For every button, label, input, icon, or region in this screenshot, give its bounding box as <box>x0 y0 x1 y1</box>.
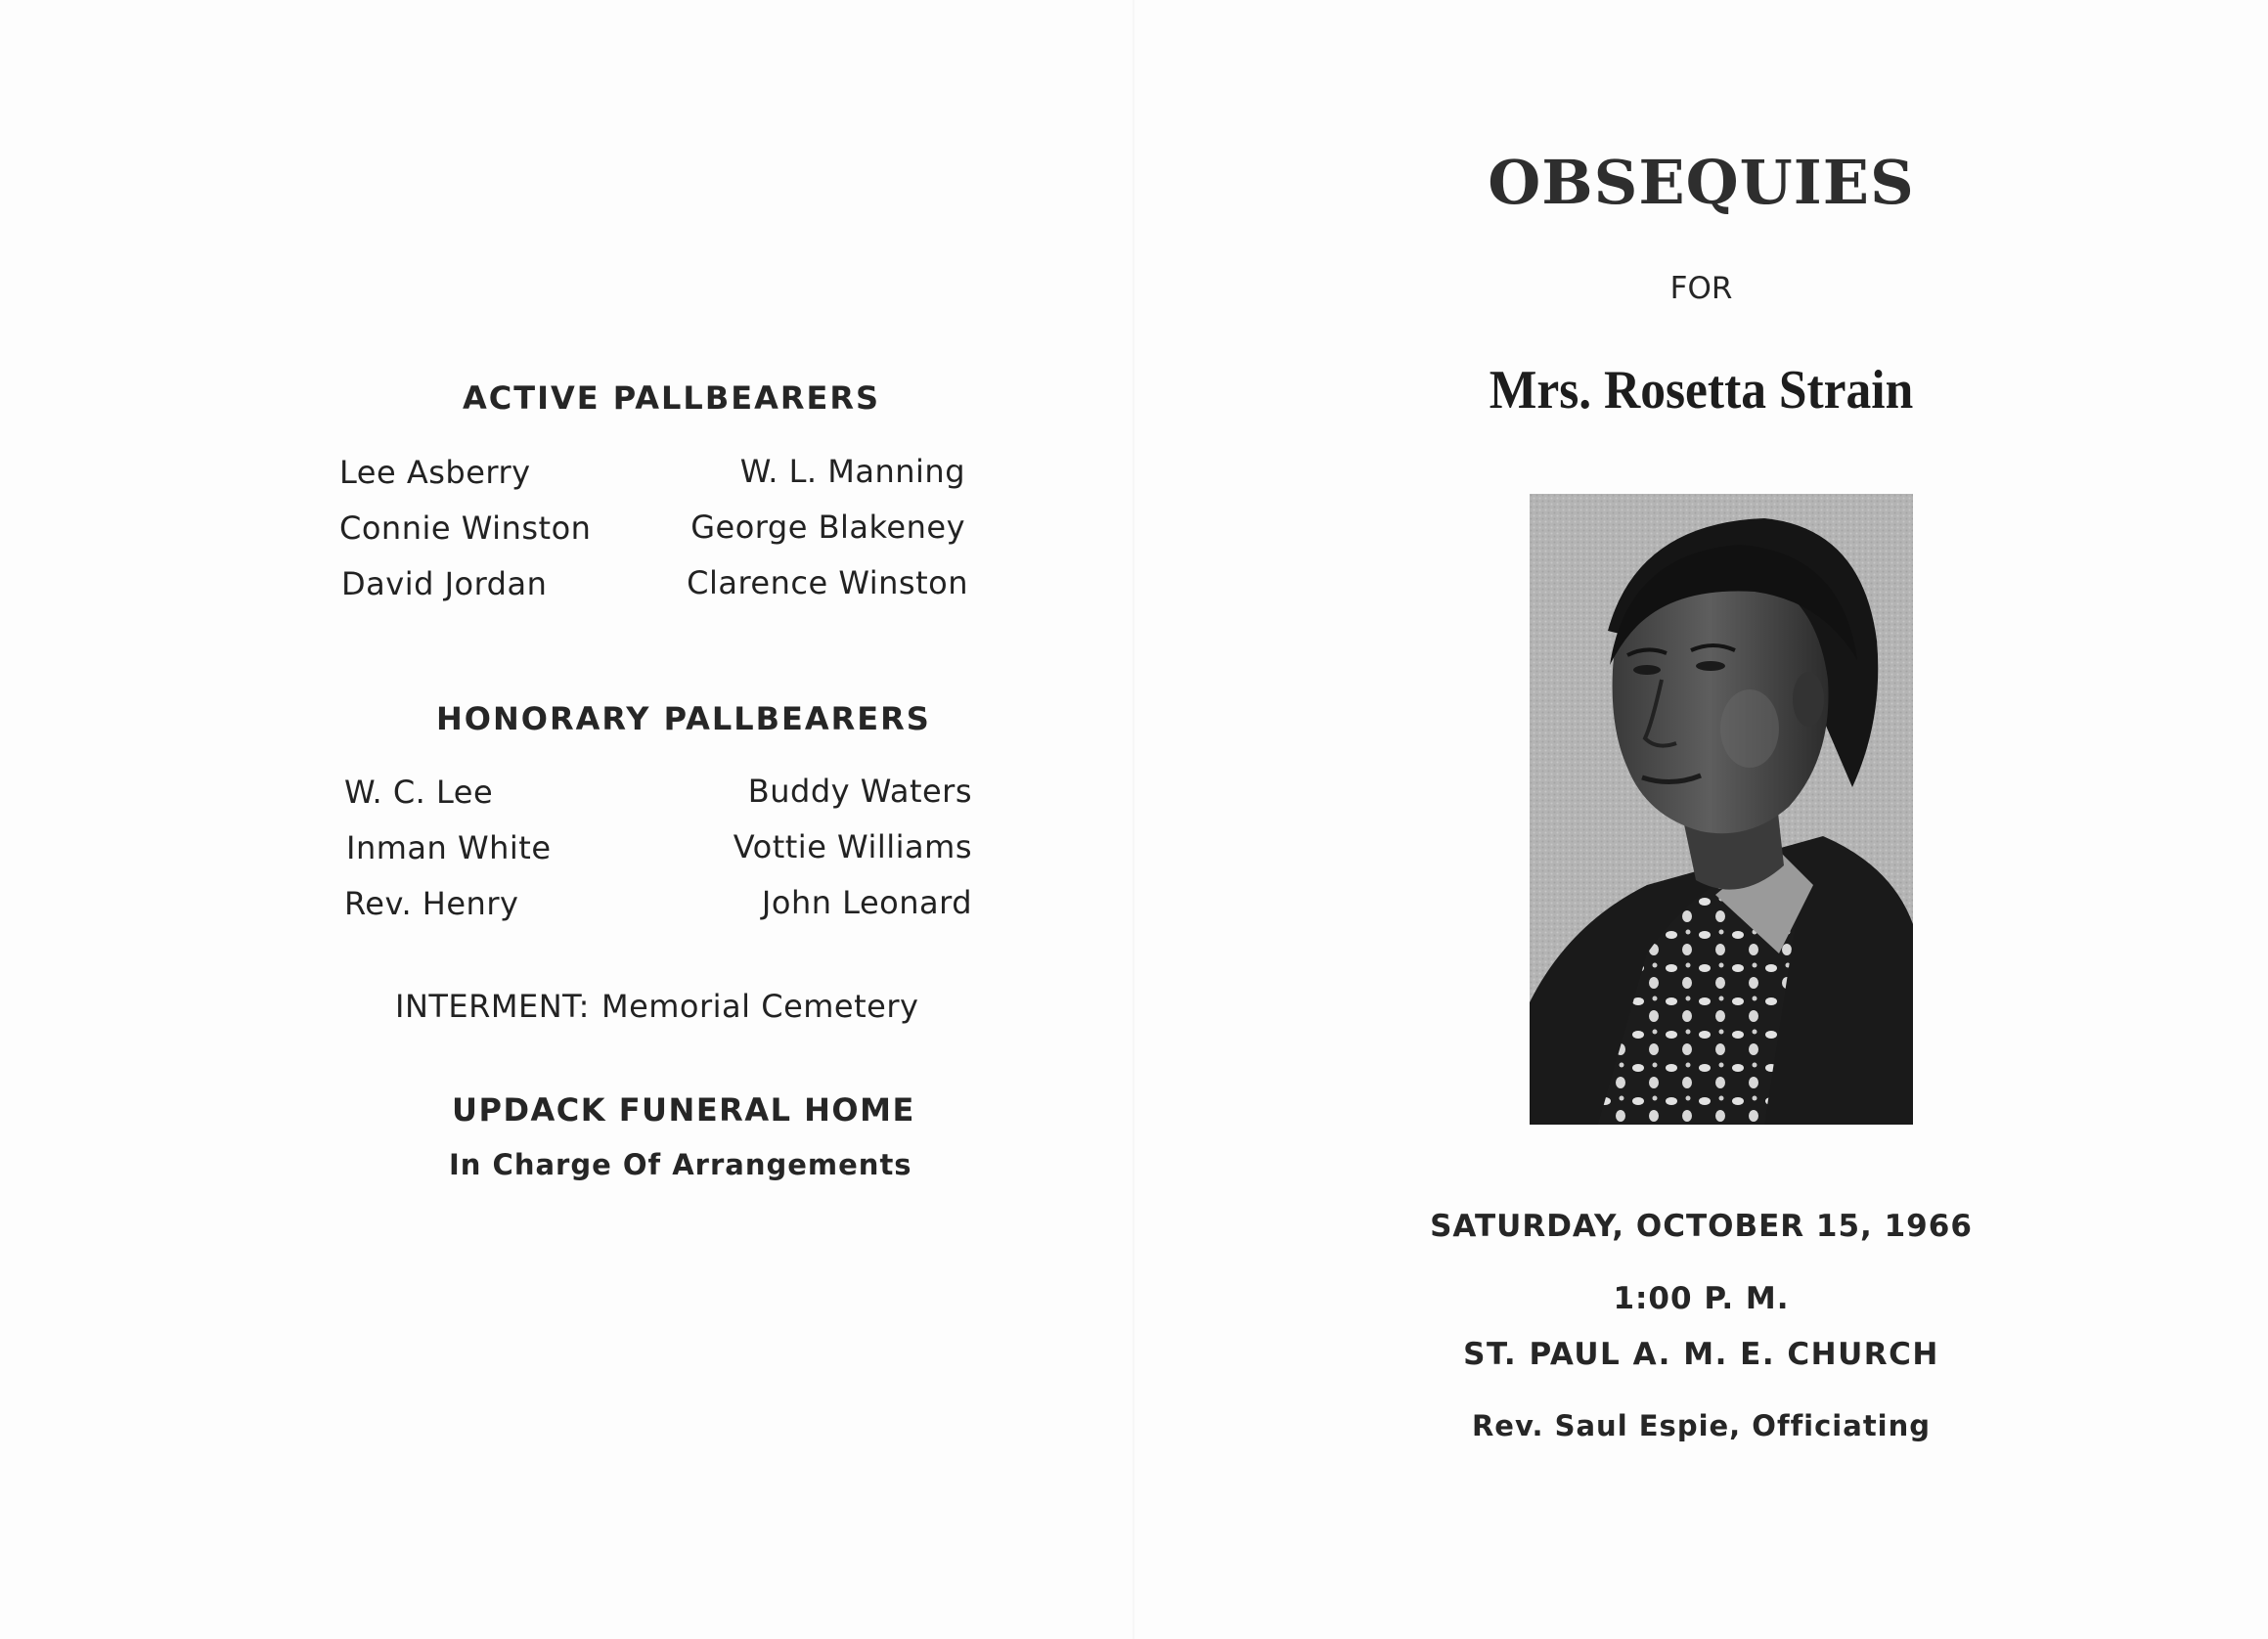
honorary-pallbearers-heading: HONORARY PALLBEARERS <box>436 700 931 737</box>
service-officiant: Rev. Saul Espie, Officiating <box>1471 1409 1932 1442</box>
funeral-home-note: In Charge Of Arrangements <box>449 1148 912 1181</box>
active-pallbearer-name: George Blakeney <box>690 509 965 546</box>
honorary-pallbearer-name: John Leonard <box>761 884 972 921</box>
service-date: SATURDAY, OCTOBER 15, 1966 <box>1430 1209 1973 1244</box>
interment-value: Memorial Cemetery <box>600 988 919 1025</box>
active-pallbearer-name: Connie Winston <box>339 509 592 547</box>
interment-label: INTERMENT: <box>395 988 590 1025</box>
active-pallbearer-name: David Jordan <box>341 565 548 602</box>
active-pallbearers-heading: ACTIVE PALLBEARERS <box>463 379 881 417</box>
portrait-photo-icon <box>1530 494 1913 1125</box>
service-time: 1:00 P. M. <box>1613 1281 1790 1316</box>
active-pallbearer-name: Clarence Winston <box>687 564 968 601</box>
honorary-pallbearer-name: Rev. Henry <box>344 885 519 922</box>
program-title: OBSEQUIES <box>1488 147 1915 218</box>
service-church: ST. PAUL A. M. E. CHURCH <box>1463 1337 1939 1372</box>
deceased-name: Mrs. Rosetta Strain <box>1489 360 1914 421</box>
honorary-pallbearer-name: Buddy Waters <box>747 773 972 810</box>
right-panel <box>1134 0 2268 1639</box>
interment-line <box>395 988 918 1025</box>
honorary-pallbearer-name: Vottie Williams <box>733 828 972 865</box>
funeral-home-name: UPDACK FUNERAL HOME <box>452 1091 915 1129</box>
for-label: FOR <box>1669 271 1733 306</box>
active-pallbearer-name: W. L. Manning <box>739 453 965 490</box>
honorary-pallbearer-name: Inman White <box>346 829 552 866</box>
honorary-pallbearer-name: W. C. Lee <box>344 774 494 811</box>
active-pallbearer-name: Lee Asberry <box>339 454 531 491</box>
left-panel <box>0 0 1133 1639</box>
